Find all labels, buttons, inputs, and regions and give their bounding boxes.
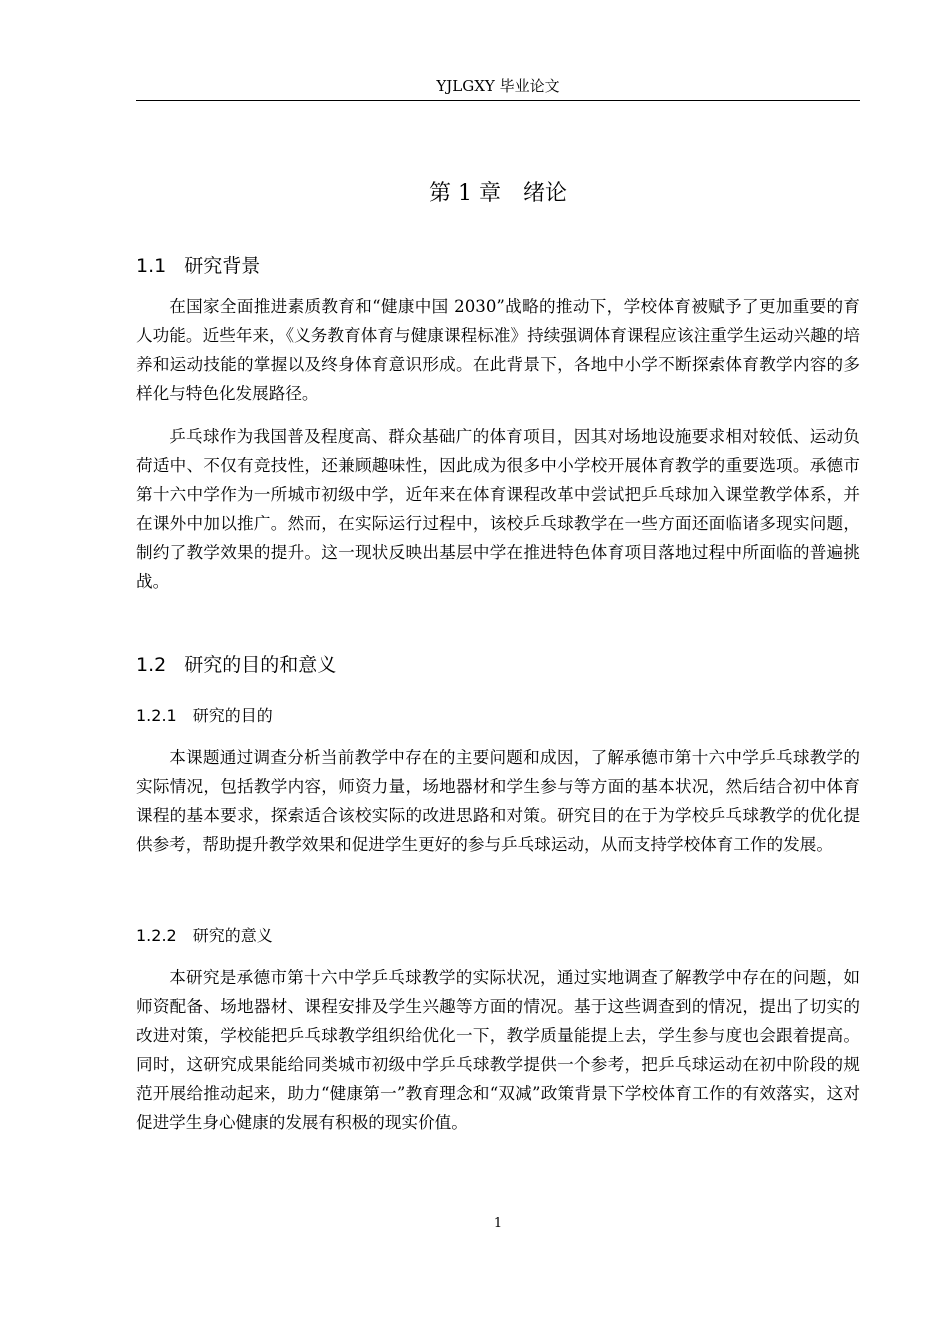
subsection-heading-1-2-2 bbox=[136, 923, 273, 949]
paragraph-purpose: 本课题通过调查分析当前教学中存在的主要问题和成因，了解承德市第十六中学乒乓球教学的实际情况，包括教学内容，师资力量，场地器材和学生参与等方面的基本状况，然后结合初中体育课程的基本要求，探索适合该校实际的改进思路和对策。研究目的在于为学校乒乓球教学的优化提供参考，帮助提升教学效果和促进学生更好的参与乒乓球运动，从而支持学校体育工作的发展。 bbox=[136, 748, 860, 854]
subsection-title: 研究的意义 bbox=[192, 926, 273, 945]
subsection-title: 研究的目的 bbox=[192, 706, 273, 725]
section-title: 研究的目的和意义 bbox=[184, 654, 337, 676]
section-number: 1.1 bbox=[136, 255, 167, 277]
paragraph-background-1: 在国家全面推进素质教育和“健康中国 2030”战略的推动下，学校体育被赋予了更加重要的育人功能。近些年来，《义务教育体育与健康课程标准》持续强调体育课程应该注重学生运动兴趣的培养和运动技能的掌握以及终身体育意识形成。在此背景下，各地中小学不断探索体育教学内容的多样化与特色化发展路径。 bbox=[136, 297, 860, 403]
chapter-title: 第 1 章 绪论 bbox=[429, 181, 567, 206]
page-header: YJLGXY 毕业论文 bbox=[436, 77, 560, 95]
section-heading-1-1 bbox=[136, 251, 260, 281]
paragraph-significance: 本研究是承德市第十六中学乒乓球教学的实际状况，通过实地调查了解教学中存在的问题，如师资配备、场地器材、课程安排及学生兴趣等方面的情况。基于这些调查到的情况，提出了切实的改进对策，学校能把乒乓球教学组织给优化一下，教学质量能提上去，学生参与度也会跟着提高。同时，这研究成果能给同类城市初级中学乒乓球教学提供一个参考，把乒乓球运动在初中阶段的规范开展给推动起来，助力“健康第一”教育理念和“双减”政策背景下学校体育工作的有效落实，这对促进学生身心健康的发展有积极的现实价值。 bbox=[136, 968, 860, 1132]
subsection-heading-1-2-1 bbox=[136, 703, 273, 729]
subsection-number: 1.2.1 bbox=[136, 706, 177, 725]
section-number: 1.2 bbox=[136, 654, 167, 676]
header-divider bbox=[136, 100, 860, 101]
page-number: 1 bbox=[493, 1216, 503, 1231]
subsection-number: 1.2.2 bbox=[136, 926, 177, 945]
section-heading-1-2 bbox=[136, 650, 336, 680]
paragraph-background-2: 乒乓球作为我国普及程度高、群众基础广的体育项目，因其对场地设施要求相对较低、运动负荷适中、不仅有竞技性，还兼顾趣味性，因此成为很多中小学校开展体育教学的重要选项。承德市第十六中学作为一所城市初级中学，近年来在体育课程改革中尝试把乒乓球加入课堂教学体系，并在课外中加以推广。然而，在实际运行过程中，该校乒乓球教学在一些方面还面临诸多现实问题，制约了教学效果的提升。这一现状反映出基层中学在推进特色体育项目落地过程中所面临的普遍挑战。 bbox=[136, 427, 860, 591]
section-title: 研究背景 bbox=[184, 255, 261, 277]
